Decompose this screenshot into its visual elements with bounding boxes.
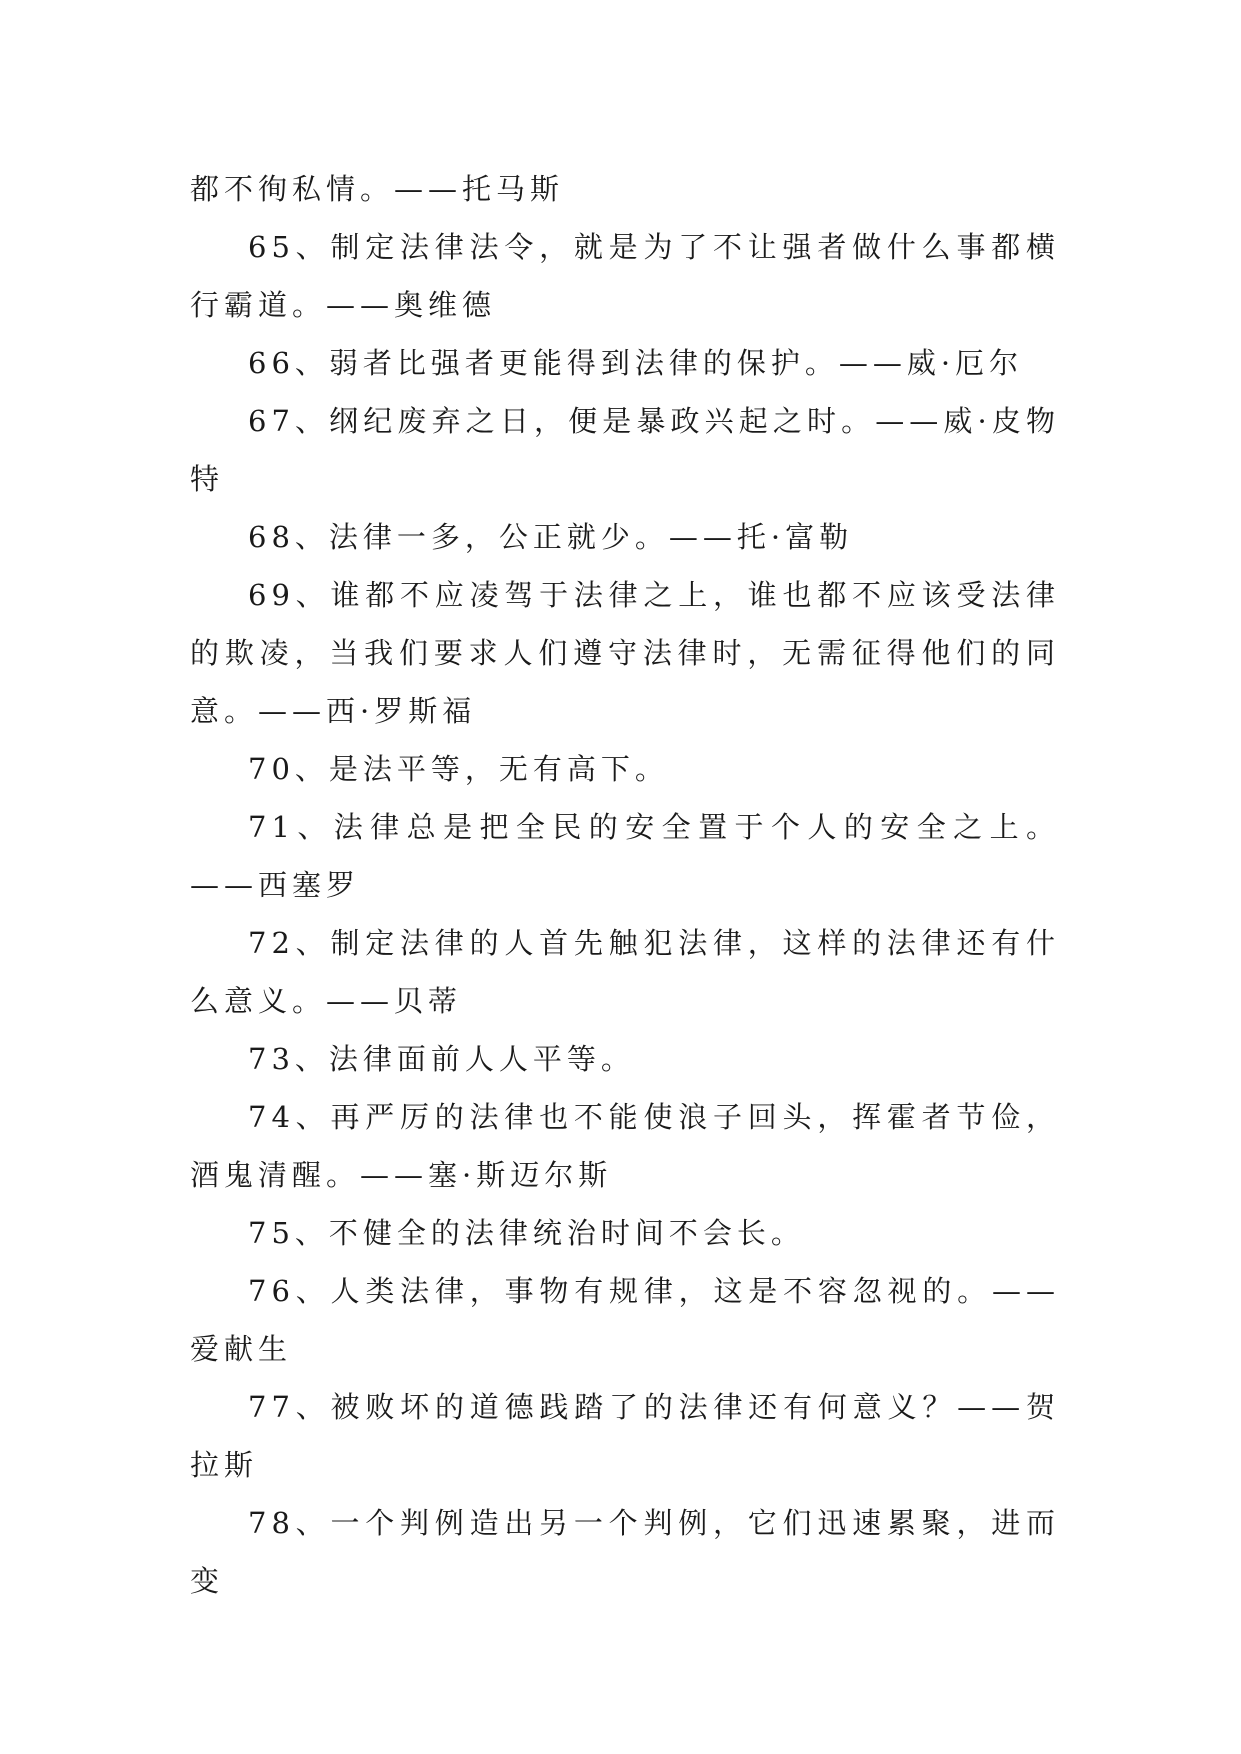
- quote-78: 78、一个判例造出另一个判例，它们迅速累聚，进而变: [190, 1506, 1060, 1598]
- paragraph-continuation: 都不徇私情。——托马斯: [190, 172, 565, 206]
- quote-72: 72、制定法律的人首先触犯法律，这样的法律还有什么意义。——贝蒂: [190, 926, 1060, 1018]
- quote-74: 74、再严厉的法律也不能使浪子回头，挥霍者节俭，酒鬼清醒。——塞·斯迈尔斯: [190, 1100, 1060, 1192]
- quote-75: 75、不健全的法律统治时间不会长。: [248, 1216, 805, 1250]
- quote-66: 66、弱者比强者更能得到法律的保护。——威·厄尔: [248, 346, 1024, 380]
- quote-67: 67、纲纪废弃之日，便是暴政兴起之时。——威·皮物特: [190, 404, 1060, 496]
- document-page: [190, 160, 1060, 1610]
- quote-65: 65、制定法律法令，就是为了不让强者做什么事都横行霸道。——奥维德: [190, 230, 1060, 322]
- quote-77: 77、被败坏的道德践踏了的法律还有何意义？——贺拉斯: [190, 1390, 1060, 1482]
- quote-68: 68、法律一多，公正就少。——托·富勒: [248, 520, 854, 554]
- quote-70: 70、是法平等，无有高下。: [248, 752, 669, 786]
- quote-69: 69、谁都不应凌驾于法律之上，谁也都不应该受法律的欺凌，当我们要求人们遵守法律时，无需征得他们的同意。——西·罗斯福: [190, 578, 1060, 728]
- quote-76: 76、人类法律，事物有规律，这是不容忽视的。——爱献生: [190, 1274, 1060, 1366]
- quote-71: 71、法律总是把全民的安全置于个人的安全之上。——西塞罗: [190, 810, 1060, 902]
- quote-73: 73、法律面前人人平等。: [248, 1042, 635, 1076]
